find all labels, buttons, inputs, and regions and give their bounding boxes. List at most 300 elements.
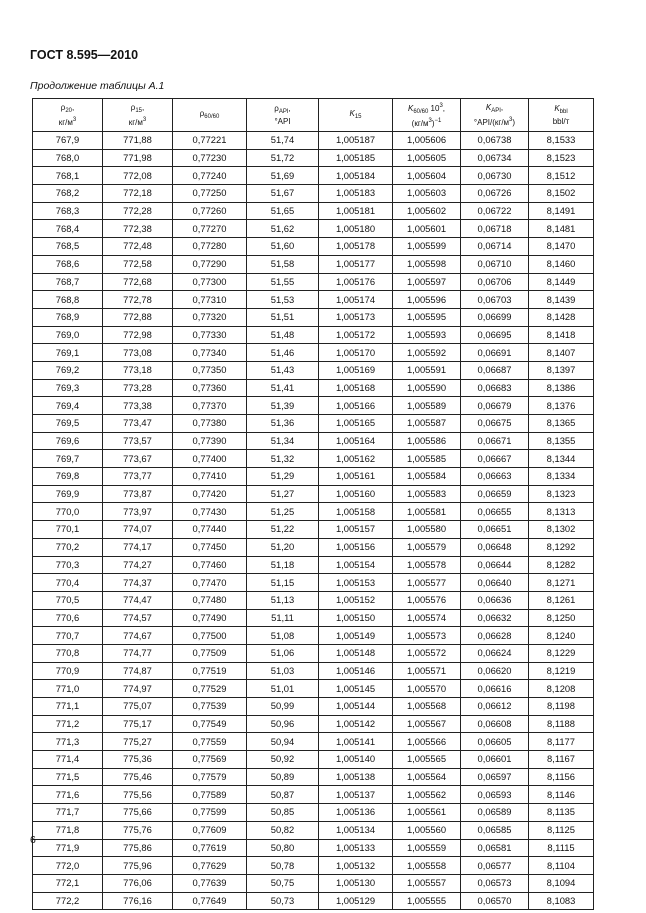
- table-cell: 51,01: [247, 680, 319, 698]
- table-cell: 0,06593: [461, 786, 529, 804]
- table-cell: 0,06581: [461, 839, 529, 857]
- table-cell: 8,1219: [529, 662, 594, 680]
- table-cell: 8,1125: [529, 821, 594, 839]
- table-cell: 773,57: [103, 432, 173, 450]
- table-cell: 0,06671: [461, 432, 529, 450]
- table-cell: 51,11: [247, 609, 319, 627]
- table-row: [33, 273, 594, 291]
- table-cell: 769,5: [33, 415, 103, 433]
- table-cell: 1,005566: [393, 733, 461, 751]
- table-cell: 1,005158: [319, 503, 393, 521]
- table-row: [33, 662, 594, 680]
- table-cell: 775,27: [103, 733, 173, 751]
- table-row: [33, 644, 594, 662]
- table-cell: 51,60: [247, 238, 319, 256]
- table-cell: 1,005156: [319, 538, 393, 556]
- table-cell: 0,77280: [173, 238, 247, 256]
- table-cell: 0,77629: [173, 857, 247, 875]
- table-row: [33, 220, 594, 238]
- table-cell: 0,77360: [173, 379, 247, 397]
- table-cell: 1,005170: [319, 344, 393, 362]
- table-cell: 8,1355: [529, 432, 594, 450]
- table-cell: 776,16: [103, 892, 173, 910]
- table-cell: 773,28: [103, 379, 173, 397]
- table-cell: 1,005606: [393, 132, 461, 150]
- table-cell: 1,005589: [393, 397, 461, 415]
- table-cell: 769,1: [33, 344, 103, 362]
- table-cell: 768,8: [33, 291, 103, 309]
- table-cell: 1,005567: [393, 715, 461, 733]
- table-row: [33, 185, 594, 203]
- table-cell: 8,1512: [529, 167, 594, 185]
- table-cell: 1,005157: [319, 521, 393, 539]
- table-cell: 0,77270: [173, 220, 247, 238]
- table-cell: 768,6: [33, 255, 103, 273]
- table-cell: 1,005580: [393, 521, 461, 539]
- table-cell: 0,06738: [461, 132, 529, 150]
- table-cell: 768,2: [33, 185, 103, 203]
- table-cell: 775,86: [103, 839, 173, 857]
- table-caption: Продолжение таблицы А.1: [30, 80, 165, 92]
- table-cell: 0,77539: [173, 698, 247, 716]
- table-row: [33, 361, 594, 379]
- table-cell: 771,3: [33, 733, 103, 751]
- table-cell: 0,77390: [173, 432, 247, 450]
- table-cell: 773,67: [103, 450, 173, 468]
- table-row: [33, 326, 594, 344]
- table-cell: 0,06605: [461, 733, 529, 751]
- table-cell: 1,005178: [319, 238, 393, 256]
- table-row: [33, 609, 594, 627]
- table-row: [33, 149, 594, 167]
- table-cell: 775,07: [103, 698, 173, 716]
- table-cell: 1,005599: [393, 238, 461, 256]
- table-row: [33, 415, 594, 433]
- table-cell: 51,20: [247, 538, 319, 556]
- table-cell: 50,80: [247, 839, 319, 857]
- table-cell: 1,005557: [393, 874, 461, 892]
- table-cell: 1,005555: [393, 892, 461, 910]
- table-cell: 772,0: [33, 857, 103, 875]
- table-cell: 0,77649: [173, 892, 247, 910]
- table-cell: 1,005164: [319, 432, 393, 450]
- table-cell: 51,08: [247, 627, 319, 645]
- table-row: [33, 556, 594, 574]
- table-cell: 8,1344: [529, 450, 594, 468]
- table-cell: 0,77340: [173, 344, 247, 362]
- table-row: [33, 167, 594, 185]
- table-cell: 50,99: [247, 698, 319, 716]
- table-cell: 0,77300: [173, 273, 247, 291]
- table-cell: 50,85: [247, 804, 319, 822]
- table-row: [33, 468, 594, 486]
- table-cell: 8,1282: [529, 556, 594, 574]
- table-cell: 769,6: [33, 432, 103, 450]
- table-cell: 0,06648: [461, 538, 529, 556]
- table-cell: 51,41: [247, 379, 319, 397]
- table-row: [33, 751, 594, 769]
- table-row: [33, 450, 594, 468]
- table-cell: 772,08: [103, 167, 173, 185]
- table-cell: 771,9: [33, 839, 103, 857]
- table-cell: 772,18: [103, 185, 173, 203]
- table-cell: 0,06710: [461, 255, 529, 273]
- table-cell: 8,1428: [529, 308, 594, 326]
- table-cell: 0,06570: [461, 892, 529, 910]
- table-row: [33, 786, 594, 804]
- table-cell: 8,1533: [529, 132, 594, 150]
- table-cell: 0,77549: [173, 715, 247, 733]
- table-cell: 8,1302: [529, 521, 594, 539]
- table-cell: 0,06726: [461, 185, 529, 203]
- table-row: [33, 503, 594, 521]
- table-cell: 0,06714: [461, 238, 529, 256]
- table-cell: 773,77: [103, 468, 173, 486]
- table-cell: 8,1240: [529, 627, 594, 645]
- table-cell: 50,87: [247, 786, 319, 804]
- table-cell: 1,005573: [393, 627, 461, 645]
- table-cell: 0,77250: [173, 185, 247, 203]
- table-cell: 1,005586: [393, 432, 461, 450]
- table-cell: 0,06722: [461, 202, 529, 220]
- data-table: [32, 98, 594, 910]
- table-cell: 51,74: [247, 132, 319, 150]
- table-cell: 0,06675: [461, 415, 529, 433]
- table-cell: 51,55: [247, 273, 319, 291]
- table-cell: 771,2: [33, 715, 103, 733]
- table-cell: 773,97: [103, 503, 173, 521]
- table-cell: 0,06703: [461, 291, 529, 309]
- table-cell: 0,77609: [173, 821, 247, 839]
- table-cell: 0,77529: [173, 680, 247, 698]
- table-row: [33, 521, 594, 539]
- table-cell: 50,96: [247, 715, 319, 733]
- table-cell: 1,005180: [319, 220, 393, 238]
- col-header-k15: $K_{15}$: [319, 99, 393, 132]
- table-cell: 51,06: [247, 644, 319, 662]
- table-cell: 51,36: [247, 415, 319, 433]
- table-cell: 1,005153: [319, 574, 393, 592]
- col-header-kbbl: $K_{bbl}$ bbl/т: [529, 99, 594, 132]
- table-row: [33, 485, 594, 503]
- table-cell: 8,1167: [529, 751, 594, 769]
- table-cell: 0,06644: [461, 556, 529, 574]
- table-cell: 0,77599: [173, 804, 247, 822]
- table-cell: 8,1481: [529, 220, 594, 238]
- table-cell: 772,48: [103, 238, 173, 256]
- table-cell: 0,06679: [461, 397, 529, 415]
- table-cell: 1,005597: [393, 273, 461, 291]
- table-cell: 8,1083: [529, 892, 594, 910]
- table-cell: 51,65: [247, 202, 319, 220]
- table-cell: 1,005130: [319, 874, 393, 892]
- table-row: [33, 627, 594, 645]
- table-cell: 770,3: [33, 556, 103, 574]
- table-cell: 769,9: [33, 485, 103, 503]
- table-cell: 1,005173: [319, 308, 393, 326]
- table-body: [33, 132, 594, 910]
- table-cell: 776,06: [103, 874, 173, 892]
- table-cell: 775,96: [103, 857, 173, 875]
- table-cell: 0,77320: [173, 308, 247, 326]
- table-cell: 0,06608: [461, 715, 529, 733]
- table-cell: 1,005144: [319, 698, 393, 716]
- table-cell: 770,7: [33, 627, 103, 645]
- table-cell: 8,1502: [529, 185, 594, 203]
- table-cell: 0,77450: [173, 538, 247, 556]
- table-cell: 771,98: [103, 149, 173, 167]
- table-cell: 51,39: [247, 397, 319, 415]
- table-cell: 51,25: [247, 503, 319, 521]
- table-cell: 0,77619: [173, 839, 247, 857]
- table-cell: 770,2: [33, 538, 103, 556]
- table-cell: 51,29: [247, 468, 319, 486]
- table-cell: 774,67: [103, 627, 173, 645]
- table-cell: 0,77639: [173, 874, 247, 892]
- table-cell: 775,46: [103, 768, 173, 786]
- table-cell: 0,06667: [461, 450, 529, 468]
- table-cell: 771,0: [33, 680, 103, 698]
- table-cell: 8,1376: [529, 397, 594, 415]
- table-cell: 1,005587: [393, 415, 461, 433]
- table-cell: 0,06663: [461, 468, 529, 486]
- table-cell: 51,22: [247, 521, 319, 539]
- table-row: [33, 821, 594, 839]
- table-cell: 1,005176: [319, 273, 393, 291]
- table-cell: 1,005181: [319, 202, 393, 220]
- table-cell: 8,1208: [529, 680, 594, 698]
- header-row: [33, 99, 594, 132]
- table-cell: 1,005585: [393, 450, 461, 468]
- table-cell: 51,43: [247, 361, 319, 379]
- table-cell: 1,005596: [393, 291, 461, 309]
- table-cell: 775,36: [103, 751, 173, 769]
- table-row: [33, 591, 594, 609]
- page-number: 6: [30, 834, 36, 846]
- table-cell: 8,1313: [529, 503, 594, 521]
- table-cell: 1,005184: [319, 167, 393, 185]
- table-cell: 0,77380: [173, 415, 247, 433]
- table-cell: 50,82: [247, 821, 319, 839]
- table-cell: 51,34: [247, 432, 319, 450]
- table-cell: 1,005603: [393, 185, 461, 203]
- table-cell: 0,77569: [173, 751, 247, 769]
- table-cell: 1,005562: [393, 786, 461, 804]
- table-cell: 774,57: [103, 609, 173, 627]
- table-cell: 1,005187: [319, 132, 393, 150]
- table-cell: 772,58: [103, 255, 173, 273]
- table-cell: 1,005160: [319, 485, 393, 503]
- table-cell: 0,06589: [461, 804, 529, 822]
- table-cell: 1,005134: [319, 821, 393, 839]
- table-cell: 51,67: [247, 185, 319, 203]
- table-cell: 1,005146: [319, 662, 393, 680]
- col-header-kapi: $K_{API}$, $^\circ API/(кг/м^3)$: [461, 99, 529, 132]
- table-cell: 0,06734: [461, 149, 529, 167]
- table-cell: 775,17: [103, 715, 173, 733]
- table-cell: 0,06612: [461, 698, 529, 716]
- table-cell: 770,4: [33, 574, 103, 592]
- table-cell: 769,4: [33, 397, 103, 415]
- table-cell: 773,08: [103, 344, 173, 362]
- table-cell: 1,005579: [393, 538, 461, 556]
- table-cell: 0,06620: [461, 662, 529, 680]
- table-row: [33, 680, 594, 698]
- table-cell: 1,005142: [319, 715, 393, 733]
- table-cell: 1,005559: [393, 839, 461, 857]
- table-cell: 1,005584: [393, 468, 461, 486]
- table-cell: 770,6: [33, 609, 103, 627]
- table-cell: 1,005577: [393, 574, 461, 592]
- table-cell: 0,77260: [173, 202, 247, 220]
- table-cell: 772,68: [103, 273, 173, 291]
- table-cell: 0,06640: [461, 574, 529, 592]
- table-cell: 1,005177: [319, 255, 393, 273]
- table-cell: 1,005129: [319, 892, 393, 910]
- table-row: [33, 432, 594, 450]
- table-cell: 1,005141: [319, 733, 393, 751]
- table-cell: 8,1386: [529, 379, 594, 397]
- table-cell: 1,005592: [393, 344, 461, 362]
- table-cell: 50,78: [247, 857, 319, 875]
- table-cell: 0,77310: [173, 291, 247, 309]
- table-cell: 0,06683: [461, 379, 529, 397]
- table-cell: 0,06585: [461, 821, 529, 839]
- table-cell: 8,1365: [529, 415, 594, 433]
- table-cell: 51,32: [247, 450, 319, 468]
- table-cell: 1,005150: [319, 609, 393, 627]
- standard-title: ГОСТ 8.595—2010: [30, 48, 139, 62]
- col-header-k6060: $K_{60/60}$ $10^3$, $(кг/м^3)^{-1}$: [393, 99, 461, 132]
- table-cell: 0,06628: [461, 627, 529, 645]
- table-cell: 767,9: [33, 132, 103, 150]
- table-cell: 8,1407: [529, 344, 594, 362]
- table-cell: 8,1271: [529, 574, 594, 592]
- table-cell: 8,1439: [529, 291, 594, 309]
- table-cell: 771,88: [103, 132, 173, 150]
- table-cell: 771,5: [33, 768, 103, 786]
- table-cell: 0,77350: [173, 361, 247, 379]
- table-row: [33, 768, 594, 786]
- table-row: [33, 238, 594, 256]
- table-cell: 0,06573: [461, 874, 529, 892]
- table-cell: 771,7: [33, 804, 103, 822]
- table-row: [33, 698, 594, 716]
- table-cell: 8,1146: [529, 786, 594, 804]
- table-cell: 1,005571: [393, 662, 461, 680]
- table-cell: 51,15: [247, 574, 319, 592]
- table-cell: 1,005593: [393, 326, 461, 344]
- table-cell: 769,2: [33, 361, 103, 379]
- table-row: [33, 733, 594, 751]
- table-cell: 0,77460: [173, 556, 247, 574]
- table-cell: 769,3: [33, 379, 103, 397]
- table-cell: 770,5: [33, 591, 103, 609]
- table-cell: 775,76: [103, 821, 173, 839]
- table-cell: 0,77589: [173, 786, 247, 804]
- table-cell: 1,005161: [319, 468, 393, 486]
- table-row: [33, 892, 594, 910]
- table-cell: 0,06730: [461, 167, 529, 185]
- table-cell: 1,005174: [319, 291, 393, 309]
- table-row: [33, 379, 594, 397]
- table-cell: 775,56: [103, 786, 173, 804]
- table-cell: 51,69: [247, 167, 319, 185]
- table-row: [33, 344, 594, 362]
- table-cell: 1,005598: [393, 255, 461, 273]
- table-cell: 769,7: [33, 450, 103, 468]
- table-row: [33, 715, 594, 733]
- table-cell: 1,005578: [393, 556, 461, 574]
- table-cell: 50,92: [247, 751, 319, 769]
- table-cell: 50,94: [247, 733, 319, 751]
- table-cell: 8,1460: [529, 255, 594, 273]
- table-row: [33, 255, 594, 273]
- table-cell: 768,7: [33, 273, 103, 291]
- table-cell: 50,89: [247, 768, 319, 786]
- table-cell: 8,1229: [529, 644, 594, 662]
- table-cell: 1,005145: [319, 680, 393, 698]
- table-cell: 1,005168: [319, 379, 393, 397]
- table-cell: 774,17: [103, 538, 173, 556]
- table-cell: 1,005590: [393, 379, 461, 397]
- table-cell: 1,005183: [319, 185, 393, 203]
- table-cell: 8,1177: [529, 733, 594, 751]
- table-cell: 1,005138: [319, 768, 393, 786]
- table-cell: 0,06718: [461, 220, 529, 238]
- table-cell: 8,1323: [529, 485, 594, 503]
- table-cell: 768,9: [33, 308, 103, 326]
- table-cell: 0,77490: [173, 609, 247, 627]
- table-cell: 772,78: [103, 291, 173, 309]
- col-header-rho15: $\rho_{15}$, $кг/м^3$: [103, 99, 173, 132]
- table-cell: 51,13: [247, 591, 319, 609]
- table-cell: 8,1135: [529, 804, 594, 822]
- table-cell: 1,005581: [393, 503, 461, 521]
- table-cell: 50,73: [247, 892, 319, 910]
- table-cell: 1,005132: [319, 857, 393, 875]
- table-cell: 8,1470: [529, 238, 594, 256]
- table-row: [33, 857, 594, 875]
- table-cell: 0,77559: [173, 733, 247, 751]
- table-cell: 775,66: [103, 804, 173, 822]
- table-cell: 1,005154: [319, 556, 393, 574]
- table-cell: 1,005570: [393, 680, 461, 698]
- table-cell: 8,1198: [529, 698, 594, 716]
- table-cell: 0,06659: [461, 485, 529, 503]
- table-cell: 1,005137: [319, 786, 393, 804]
- table-cell: 770,1: [33, 521, 103, 539]
- table-cell: 0,06699: [461, 308, 529, 326]
- table-cell: 772,28: [103, 202, 173, 220]
- table-cell: 0,77500: [173, 627, 247, 645]
- table-row: [33, 202, 594, 220]
- table-cell: 1,005152: [319, 591, 393, 609]
- table-cell: 1,005172: [319, 326, 393, 344]
- table-cell: 1,005564: [393, 768, 461, 786]
- table-cell: 8,1104: [529, 857, 594, 875]
- table-cell: 0,06691: [461, 344, 529, 362]
- table-row: [33, 874, 594, 892]
- table-cell: 51,51: [247, 308, 319, 326]
- table-row: [33, 538, 594, 556]
- table-cell: 771,4: [33, 751, 103, 769]
- table-cell: 0,06601: [461, 751, 529, 769]
- table-cell: 773,38: [103, 397, 173, 415]
- table-row: [33, 574, 594, 592]
- table-cell: 774,97: [103, 680, 173, 698]
- table-cell: 769,0: [33, 326, 103, 344]
